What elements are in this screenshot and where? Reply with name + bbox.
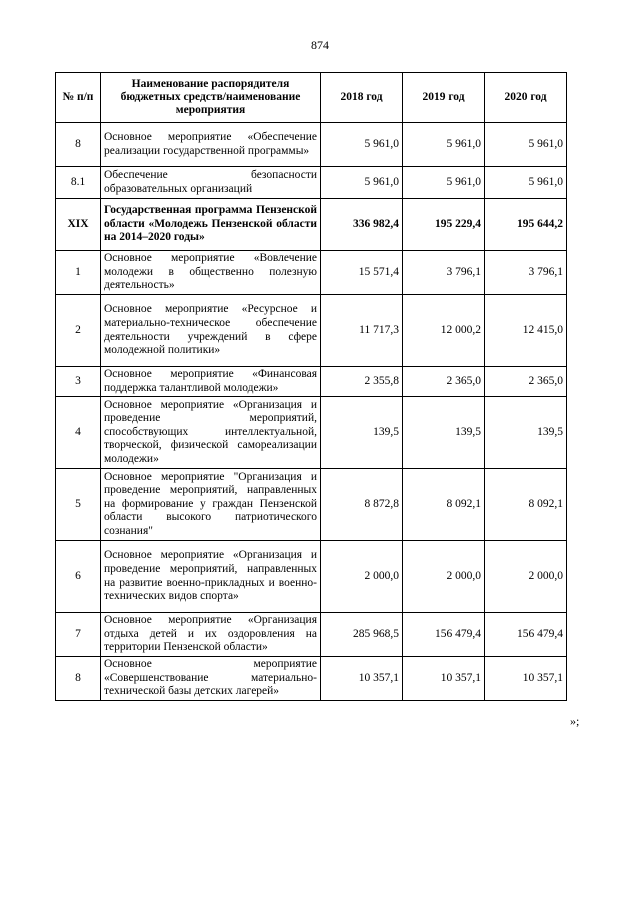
row-name: Обеспечение безопасности образовательных организаций [101, 167, 321, 199]
row-number: 8 [56, 657, 101, 701]
table-header-row [56, 73, 567, 123]
table-row [56, 657, 567, 701]
row-value-2020: 8 092,1 [485, 469, 567, 541]
row-number: 4 [56, 397, 101, 469]
row-number: 5 [56, 469, 101, 541]
row-value-2018: 8 872,8 [321, 469, 403, 541]
row-name: Основное мероприятие «Совершенствование материально-технической базы детских лагерей» [101, 657, 321, 701]
table-row [56, 167, 567, 199]
row-name: Основное мероприятие «Финансовая поддержка талантливой молодежи» [101, 367, 321, 397]
row-value-2019: 139,5 [403, 397, 485, 469]
row-name: Основное мероприятие «Обеспечение реализации государственной программы» [101, 123, 321, 167]
row-value-2018: 5 961,0 [321, 167, 403, 199]
table-row [56, 469, 567, 541]
row-value-2020: 139,5 [485, 397, 567, 469]
row-value-2020: 12 415,0 [485, 295, 567, 367]
row-value-2020: 5 961,0 [485, 167, 567, 199]
row-number: 8 [56, 123, 101, 167]
table-row [56, 295, 567, 367]
row-value-2018: 2 000,0 [321, 541, 403, 613]
table-row [56, 199, 567, 251]
row-value-2018: 336 982,4 [321, 199, 403, 251]
row-number: 2 [56, 295, 101, 367]
table-row [56, 613, 567, 657]
table-row [56, 123, 567, 167]
row-value-2020: 3 796,1 [485, 251, 567, 295]
row-value-2019: 10 357,1 [403, 657, 485, 701]
table-row [56, 367, 567, 397]
closing-quote: »; [570, 714, 580, 728]
row-value-2018: 15 571,4 [321, 251, 403, 295]
row-name: Основное мероприятие «Вовлечение молодежи в общественно полезную деятельность» [101, 251, 321, 295]
row-value-2019: 3 796,1 [403, 251, 485, 295]
row-value-2019: 5 961,0 [403, 167, 485, 199]
row-number: 6 [56, 541, 101, 613]
row-value-2020: 10 357,1 [485, 657, 567, 701]
row-value-2020: 195 644,2 [485, 199, 567, 251]
row-number: 7 [56, 613, 101, 657]
row-value-2019: 195 229,4 [403, 199, 485, 251]
page-number: 874 [311, 38, 329, 52]
header-2019: 2019 год [403, 73, 485, 123]
row-value-2019: 8 092,1 [403, 469, 485, 541]
row-value-2018: 139,5 [321, 397, 403, 469]
row-value-2019: 156 479,4 [403, 613, 485, 657]
row-number: 8.1 [56, 167, 101, 199]
row-name: Основное мероприятие «Организация отдыха детей и их оздоровления на территории Пензенской области» [101, 613, 321, 657]
row-value-2020: 156 479,4 [485, 613, 567, 657]
row-value-2019: 5 961,0 [403, 123, 485, 167]
row-value-2018: 10 357,1 [321, 657, 403, 701]
row-value-2018: 2 355,8 [321, 367, 403, 397]
row-name: Основное мероприятие «Ресурсное и материально-техническое обеспечение деятельности учреждений в сфере молодежной политики» [101, 295, 321, 367]
row-value-2018: 5 961,0 [321, 123, 403, 167]
row-number: 3 [56, 367, 101, 397]
row-number: 1 [56, 251, 101, 295]
row-name: Основное мероприятие «Организация и проведение мероприятий, направленных на развитие военно-прикладных и военно-технических видов спорта» [101, 541, 321, 613]
table-row [56, 541, 567, 613]
row-value-2020: 2 000,0 [485, 541, 567, 613]
table-row [56, 251, 567, 295]
row-name: Основное мероприятие "Организация и проведение мероприятий, направленных на формирование у граждан Пензенской области высокого патриотического сознания" [101, 469, 321, 541]
header-2018: 2018 год [321, 73, 403, 123]
budget-table [55, 72, 567, 701]
row-value-2020: 5 961,0 [485, 123, 567, 167]
row-value-2019: 12 000,2 [403, 295, 485, 367]
row-number: XIX [56, 199, 101, 251]
row-value-2018: 285 968,5 [321, 613, 403, 657]
row-value-2018: 11 717,3 [321, 295, 403, 367]
row-name: Основное мероприятие «Организация и проведение мероприятий, способствующих интеллектуальной, творческой, физической самореализации молодежи» [101, 397, 321, 469]
row-value-2020: 2 365,0 [485, 367, 567, 397]
header-name: Наименование распорядителя бюджетных средств/наименование мероприятия [101, 73, 321, 123]
table-row [56, 397, 567, 469]
header-2020: 2020 год [485, 73, 567, 123]
header-number: № п/п [56, 73, 101, 123]
row-value-2019: 2 000,0 [403, 541, 485, 613]
row-value-2019: 2 365,0 [403, 367, 485, 397]
row-name: Государственная программа Пензенской области «Молодежь Пензенской области на 2014–2020 годы» [101, 199, 321, 251]
